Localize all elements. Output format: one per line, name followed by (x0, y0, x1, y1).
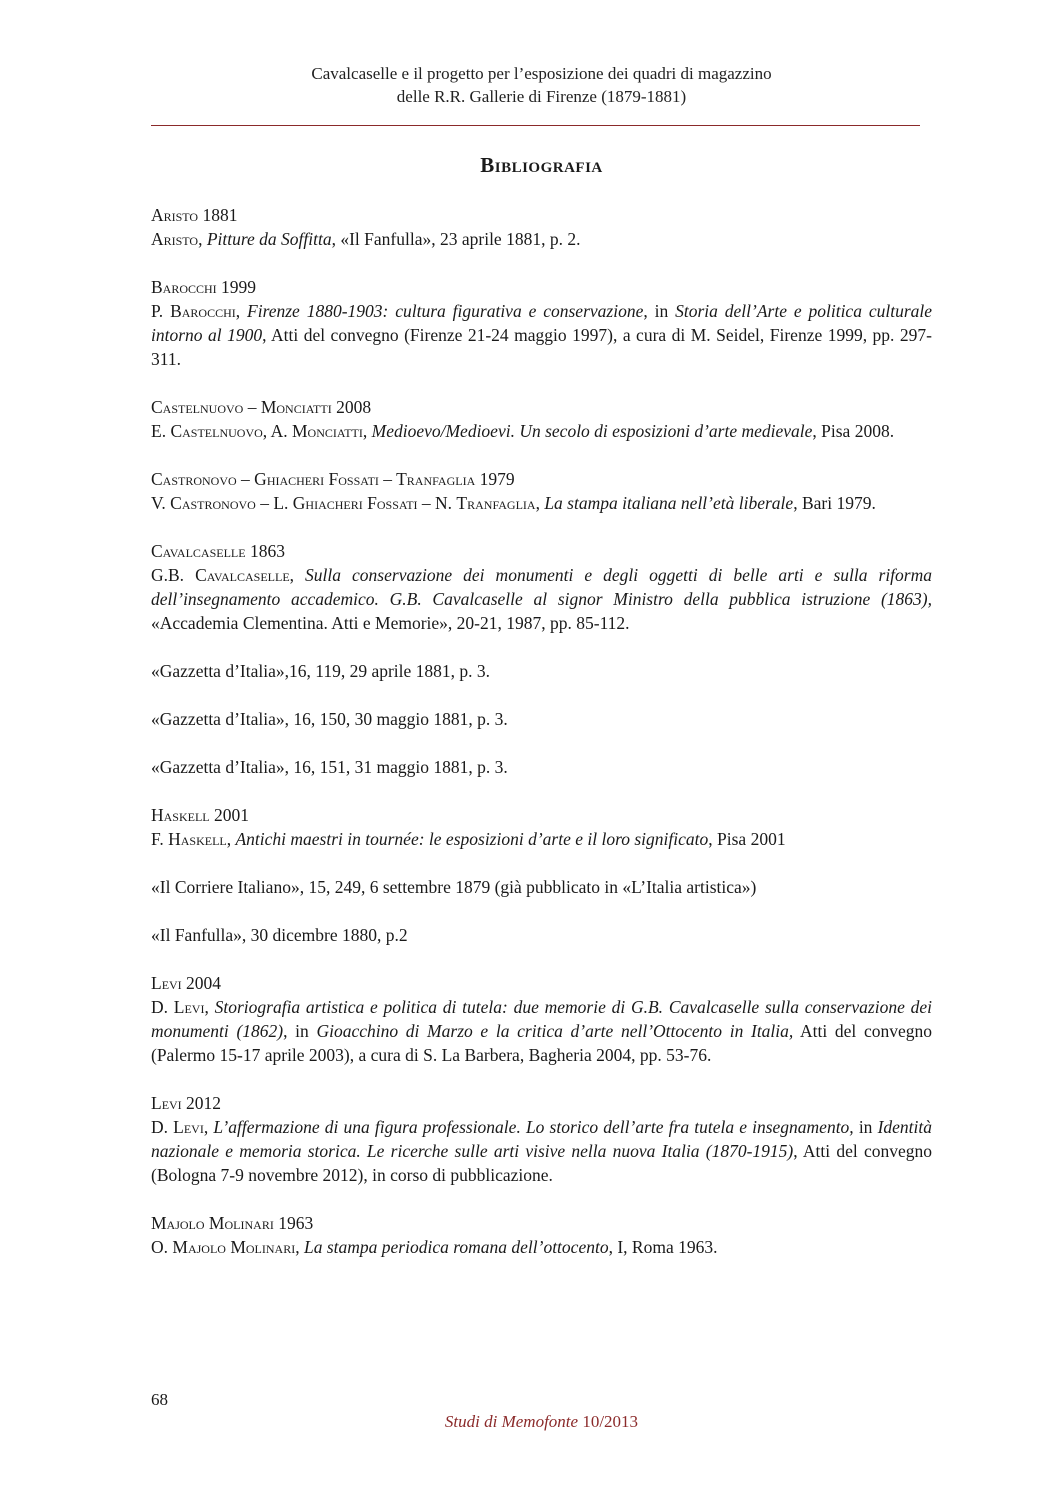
citation-author: Haskell (168, 829, 227, 849)
entry-key: Barocchi 1999 (151, 277, 257, 297)
entry-citation (151, 755, 932, 779)
bibliography-entry (151, 971, 932, 1067)
citation-text: , I, Roma 1963. (608, 1237, 718, 1257)
entry-citation (151, 875, 932, 899)
citation-text: – N. (417, 493, 457, 513)
bibliography-entry (151, 707, 932, 731)
citation-title: Medioevo/Medioevi. Un secolo di esposizioni d’arte medievale (371, 421, 813, 441)
citation-text: , Atti del convegno (Firenze 21-24 maggio 1997), a cura di M. Seidel, Firenze 1999, pp. 297-311. (151, 325, 932, 369)
bibliography-entry (151, 755, 932, 779)
bibliography-entry (151, 803, 932, 851)
bibliography-entry (151, 1091, 932, 1187)
entry-key: Castelnuovo – Monciatti 2008 (151, 397, 372, 417)
citation-text: , in (643, 301, 676, 321)
bibliography-list (151, 203, 932, 1283)
citation-text: V. (151, 493, 171, 513)
citation-text: – L. (255, 493, 293, 513)
bibliography-entry (151, 395, 932, 443)
citation-author: Barocchi (170, 301, 236, 321)
bibliography-entry (151, 467, 932, 515)
entry-citation (151, 1115, 932, 1187)
citation-text: , (203, 1117, 214, 1137)
entry-citation (151, 827, 932, 851)
header-line-2: delle R.R. Gallerie di Firenze (1879-1881) (396, 87, 687, 106)
entry-citation (151, 659, 932, 683)
citation-text: , A. (262, 421, 292, 441)
citation-title: Sulla conservazione dei monumenti e degli oggetti di belle arti e sulla riforma dell’insegnamento accademico. G.B. Cavalcaselle al signor Ministro della pubblica istruzione (1863), (151, 565, 932, 609)
entry-key: Cavalcaselle 1863 (151, 541, 285, 561)
bibliography-entry (151, 875, 932, 899)
citation-author: Levi (173, 1117, 204, 1137)
citation-author: Monciatti (291, 421, 363, 441)
header-line-1: Cavalcaselle e il progetto per l’esposizione dei quadri di magazzino (311, 64, 772, 83)
citation-text: D. (151, 997, 174, 1017)
citation-text: «Gazzetta d’Italia», 16, 150, 30 maggio 1881, p. 3. (151, 709, 508, 729)
citation-text: , (204, 997, 215, 1017)
citation-title: Antichi maestri in tournée: le esposizioni d’arte e il loro significato (235, 829, 709, 849)
footer-issue: 10/2013 (582, 1412, 639, 1431)
citation-text: «Accademia Clementina. Atti e Memorie», 20-21, 1987, pp. 85-112. (151, 613, 630, 633)
citation-title: La stampa italiana nell’età liberale (544, 493, 794, 513)
bibliography-entry (151, 923, 932, 947)
entry-citation (151, 1235, 932, 1259)
citation-text: , Pisa 2008. (812, 421, 895, 441)
citation-title: Storia dell’Arte e politica culturale intorno al 1900 (151, 301, 933, 345)
citation-author: Tranfaglia (456, 493, 536, 513)
citation-text: in (853, 1117, 878, 1137)
citation-title: La stampa periodica romana dell’ottocento (303, 1237, 609, 1257)
bibliography-entry (151, 1211, 932, 1259)
entry-key: Levi 2004 (151, 973, 222, 993)
bibliography-entry (151, 659, 932, 683)
citation-author: Aristo (151, 229, 199, 249)
citation-text: , (535, 493, 545, 513)
citation-text: , (289, 565, 306, 585)
citation-title: L’affermazione di una figura professionale. Lo storico dell’arte fra tutela e insegnamento, (213, 1117, 854, 1137)
bibliography-entry (151, 203, 932, 251)
citation-text: E. (151, 421, 171, 441)
citation-text: Atti del convegno (Palermo 15-17 aprile 2003), a cura di S. La Barbera, Bagheria 2004, pp. 53-76. (151, 1021, 932, 1065)
footer-journal: Studi di Memofonte (444, 1412, 579, 1431)
entry-citation (151, 923, 932, 947)
citation-title: Gioacchino di Marzo e la critica d’arte nell’Ottocento in Italia, (316, 1021, 794, 1041)
page-title: Bibliografia (480, 153, 603, 177)
entry-citation (151, 995, 932, 1067)
citation-author: Castelnuovo (170, 421, 263, 441)
citation-author: Cavalcaselle (195, 565, 290, 585)
entry-key: Levi 2012 (151, 1093, 222, 1113)
citation-text: , in (283, 1021, 317, 1041)
citation-author: Majolo Molinari (172, 1237, 296, 1257)
citation-text: O. (151, 1237, 173, 1257)
citation-title: Firenze 1880-1903: cultura figurativa e conservazione (247, 301, 644, 321)
citation-text: D. (151, 1117, 174, 1137)
citation-author: Levi (173, 997, 205, 1017)
citation-title: Pitture da Soffitta (206, 229, 332, 249)
entry-key: Majolo Molinari 1963 (151, 1213, 314, 1233)
citation-text: , Bari 1979. (793, 493, 876, 513)
citation-text: , (226, 829, 236, 849)
citation-text: , Atti del convegno (Bologna 7-9 novembre 2012), in corso di pubblicazione. (151, 1141, 932, 1185)
entry-citation (151, 227, 932, 251)
entry-citation (151, 563, 932, 635)
citation-text: , «Il Fanfulla», 23 aprile 1881, p. 2. (331, 229, 581, 249)
citation-text: , (362, 421, 372, 441)
page-number: 68 (151, 1390, 168, 1409)
footer (151, 1412, 932, 1432)
entry-citation (151, 419, 932, 443)
citation-author: Ghiacheri Fossati (292, 493, 418, 513)
citation-text: «Gazzetta d’Italia», 16, 151, 31 maggio 1881, p. 3. (151, 757, 508, 777)
running-header (151, 62, 932, 108)
citation-title: Storiografia artistica e politica di tutela: due memorie di G.B. Cavalcaselle sulla conservazione dei monumenti (1862) (151, 997, 933, 1041)
entry-key: Aristo 1881 (151, 205, 238, 225)
entry-citation (151, 707, 932, 731)
citation-title: Identità nazionale e memoria storica. Le ricerche sulle arti visive nella nuova Italia (1870-1915) (151, 1117, 932, 1161)
citation-text: , (295, 1237, 304, 1257)
citation-text: , (198, 229, 207, 249)
citation-text: «Il Fanfulla», 30 dicembre 1880, p.2 (151, 925, 408, 945)
header-rule (151, 125, 920, 126)
bibliography-entry (151, 275, 932, 371)
entry-key: Haskell 2001 (151, 805, 250, 825)
entry-citation (151, 299, 932, 371)
citation-text: , (235, 301, 248, 321)
entry-citation (151, 491, 932, 515)
citation-author: Castronovo (170, 493, 256, 513)
bibliography-entry (151, 539, 932, 635)
entry-key: Castronovo – Ghiacheri Fossati – Tranfaglia 1979 (151, 469, 515, 489)
citation-text: «Gazzetta d’Italia»,16, 119, 29 aprile 1881, p. 3. (151, 661, 491, 681)
citation-text: G.B. (151, 565, 196, 585)
citation-text: , Pisa 2001 (708, 829, 786, 849)
citation-text: «Il Corriere Italiano», 15, 249, 6 settembre 1879 (già pubblicato in «L’Italia artistica») (151, 877, 757, 897)
citation-text: F. (151, 829, 169, 849)
citation-text: P. (151, 301, 171, 321)
